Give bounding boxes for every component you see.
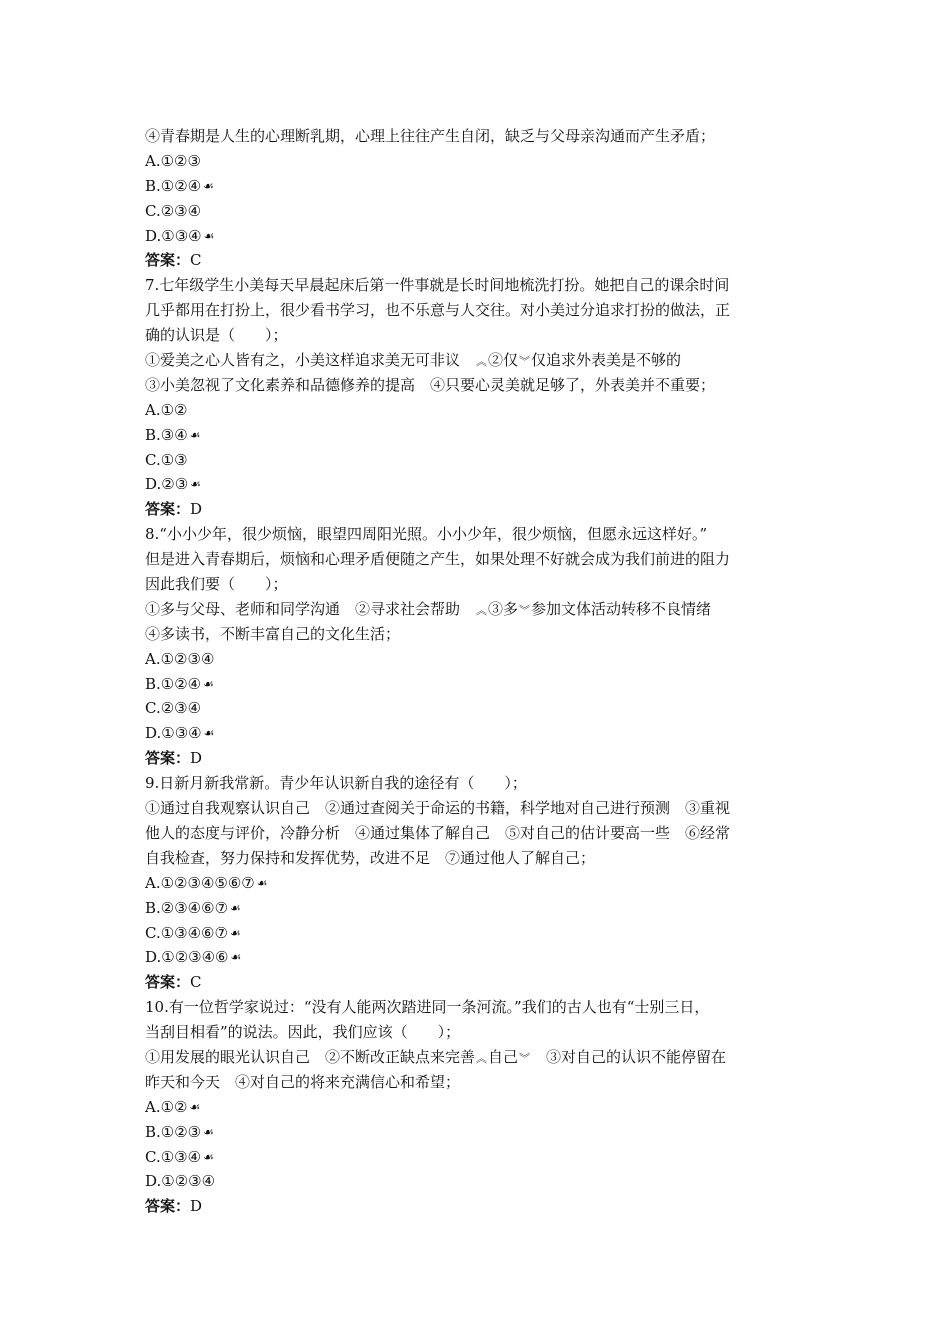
q10-option-d: D.①②③④ [145,1172,216,1191]
ornament-icon: ☙ [230,950,242,965]
q6-option-d: D.①③④ ☙ [145,224,810,249]
q8-statements-line-2: ④多读书，不断丰富自己的文化生活； [145,624,401,643]
ornament-icon: ☙ [203,1124,214,1139]
chevron-up-icon: ︽ [476,603,488,617]
ornament-icon: ☙ [189,1099,201,1114]
q8-statements-line-1: ①多与父母、老师和同学沟通 ②寻求社会帮助 ︽③多︾参加文体活动转移不良情绪 [145,597,810,622]
q10-option-c: C.①③④ ☙ [145,1145,810,1170]
q10-answer: 答案：D [145,1197,203,1216]
q10-statements-line-1: ①用发展的眼光认识自己 ②不断改正缺点来完善︽自己︾ ③对自己的认识不能停留在 [145,1045,810,1070]
q9-option-c: C.①③④⑥⑦ ☙ [145,921,810,946]
q6-answer: 答案：C [145,251,202,270]
q8-option-c: C.②③④ [145,699,202,718]
q7-stem-line-1: 7.七年级学生小美每天早晨起床后第一件事就是长时间地梳洗打扮。她把自己的课余时间 [145,276,730,295]
q6-option-a: A.①②③ [145,151,201,170]
q9-option-b: B.②③④⑥⑦ ☙ [145,896,810,921]
q6-option-b: B.①②④ ☙ [145,174,810,199]
q7-option-b: B.③④ ☙ [145,423,810,448]
q9-stem-line-1: 9.日新月新我常新。青少年认识新自我的途径有（ ）； [145,774,527,793]
q8-option-b: B.①②④ ☙ [145,672,810,697]
q9-stem-line-2: ①通过自我观察认识自己 ②通过查阅关于命运的书籍，科学地对自己进行预测 ③重视 [145,799,731,818]
q7-option-a: A.①② [145,400,188,419]
ornament-icon: ☙ [189,427,201,442]
q6-option-c: C.②③④ [145,201,202,220]
q7-statements-line-1: ①爱美之心人皆有之，小美这样追求美无可非议 ︽②仅︾仅追求外表美是不够的 [145,348,810,373]
q7-answer: 答案：D [145,500,203,519]
q9-option-d: D.①②③④⑥ ☙ [145,945,810,970]
q8-answer: 答案：D [145,749,203,768]
q10-stem-line-2: 当刮目相看”的说法。因此，我们应该（ ）； [145,1023,461,1042]
chevron-up-icon: ︽ [476,1051,488,1065]
ornament-icon: ☙ [229,925,241,940]
chevron-down-icon: ︾ [519,1051,531,1065]
ornament-icon: ☙ [230,900,241,915]
q9-stem-line-4: 自我检查，努力保持和发挥优势，改进不足 ⑦通过他人了解自己； [145,848,596,867]
q9-answer: 答案：C [145,973,202,992]
chevron-down-icon: ︾ [519,603,531,617]
q10-option-b: B.①②③ ☙ [145,1120,810,1145]
ornament-icon: ☙ [190,477,201,492]
q8-option-d: D.①③④ ☙ [145,721,810,746]
q6-statement-4: ④青春期是人生的心理断乳期，心理上往往产生自闭，缺乏与父母亲沟通而产生矛盾； [145,127,716,145]
q7-option-c: C.①③ [145,450,188,469]
ornament-icon: ☙ [203,676,214,691]
q10-statements-line-2: 昨天和今天 ④对自己的将来充满信心和希望； [145,1072,461,1091]
q7-option-d: D.②③ ☙ [145,472,810,497]
q10-stem-line-1: 10.有一位哲学家说过：“没有人能两次踏进同一条河流。”我们的古人也有“士别三日， [145,998,710,1017]
ornament-icon: ☙ [256,875,268,890]
q8-stem-line-3: 因此我们要（ ）； [145,575,288,594]
chevron-up-icon: ︽ [476,355,488,369]
q7-stem-line-2: 几乎都用在打扮上，很少看书学习，也不乐意与人交往。对小美过分追求打扮的做法，正 [145,301,731,320]
ornament-icon: ☙ [203,726,215,741]
q9-stem-line-3: 他人的态度与评价，冷静分析 ④通过集体了解自己 ⑤对自己的估计要高一些 ⑥经常 [145,823,731,842]
ornament-icon: ☙ [203,228,215,243]
q8-stem-line-2: 但是进入青春期后，烦恼和心理矛盾便随之产生，如果处理不好就会成为我们前进的阻力 [145,550,731,569]
q8-stem-line-1: 8.“小小少年，很少烦恼，眼望四周阳光照。小小少年，很少烦恼，但愿永远这样好。” [145,525,708,544]
q7-stem-line-3: 确的认识是（ ）； [145,326,288,345]
ornament-icon: ☙ [203,1149,214,1164]
q9-option-a: A.①②③④⑤⑥⑦ ☙ [145,871,810,896]
q10-option-a: A.①② ☙ [145,1095,810,1120]
chevron-down-icon: ︾ [519,355,531,369]
document-page [145,124,810,1219]
ornament-icon: ☙ [203,178,214,193]
q8-option-a: A.①②③④ [145,649,215,668]
q7-statements-line-2: ③小美忽视了文化素养和品德修养的提高 ④只要心灵美就足够了，外表美并不重要； [145,375,716,394]
